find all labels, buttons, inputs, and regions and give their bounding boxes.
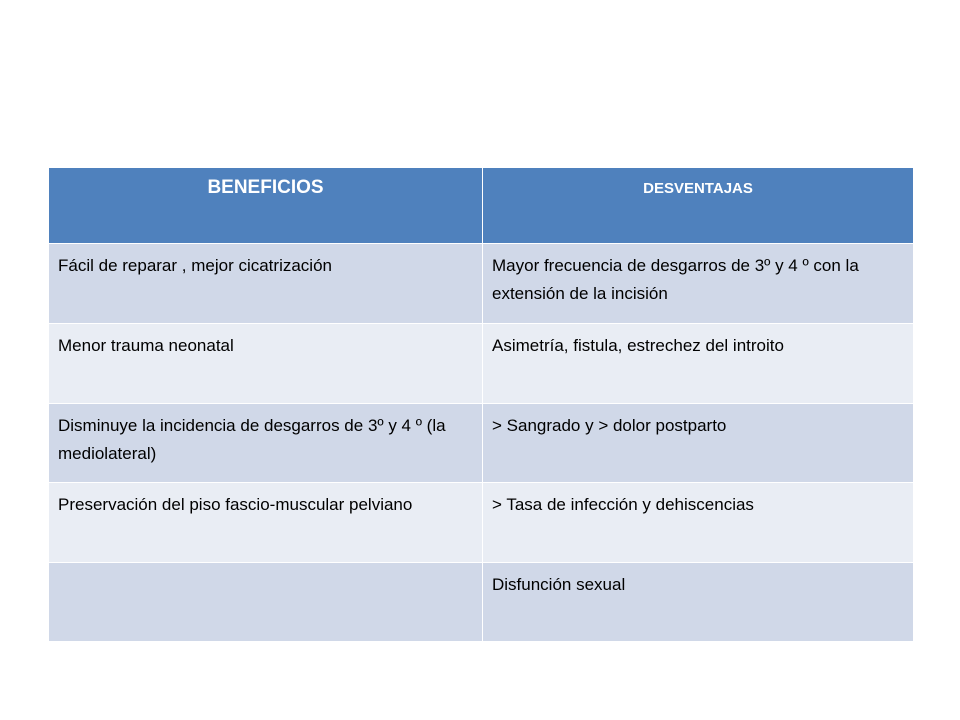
table-row	[49, 563, 914, 642]
cell-beneficio: Fácil de reparar , mejor cicatrización	[49, 244, 483, 324]
cell-beneficio: Preservación del piso fascio-muscular pelviano	[49, 483, 483, 563]
table-row	[49, 483, 914, 563]
header-desventajas-label: DESVENTAJAS	[643, 180, 753, 197]
header-beneficios-label: BENEFICIOS	[207, 177, 324, 198]
table-row	[49, 404, 914, 483]
cell-desventaja: Mayor frecuencia de desgarros de 3º y 4 º con la extensión de la incisión	[483, 244, 914, 324]
cell-beneficio: Disminuye la incidencia de desgarros de 3º y 4 º (la mediolateral)	[49, 404, 483, 483]
comparison-table	[48, 167, 914, 642]
table-row	[49, 244, 914, 324]
cell-desventaja: > Tasa de infección y dehiscencias	[483, 483, 914, 563]
cell-desventaja: Asimetría, fistula, estrechez del introito	[483, 324, 914, 404]
cell-beneficio: Menor trauma neonatal	[49, 324, 483, 404]
cell-beneficio	[49, 563, 483, 642]
table-header-row	[49, 168, 914, 244]
header-beneficios	[49, 168, 483, 244]
cell-desventaja: Disfunción sexual	[483, 563, 914, 642]
table-row	[49, 324, 914, 404]
header-desventajas	[483, 168, 914, 244]
cell-desventaja: > Sangrado y > dolor postparto	[483, 404, 914, 483]
